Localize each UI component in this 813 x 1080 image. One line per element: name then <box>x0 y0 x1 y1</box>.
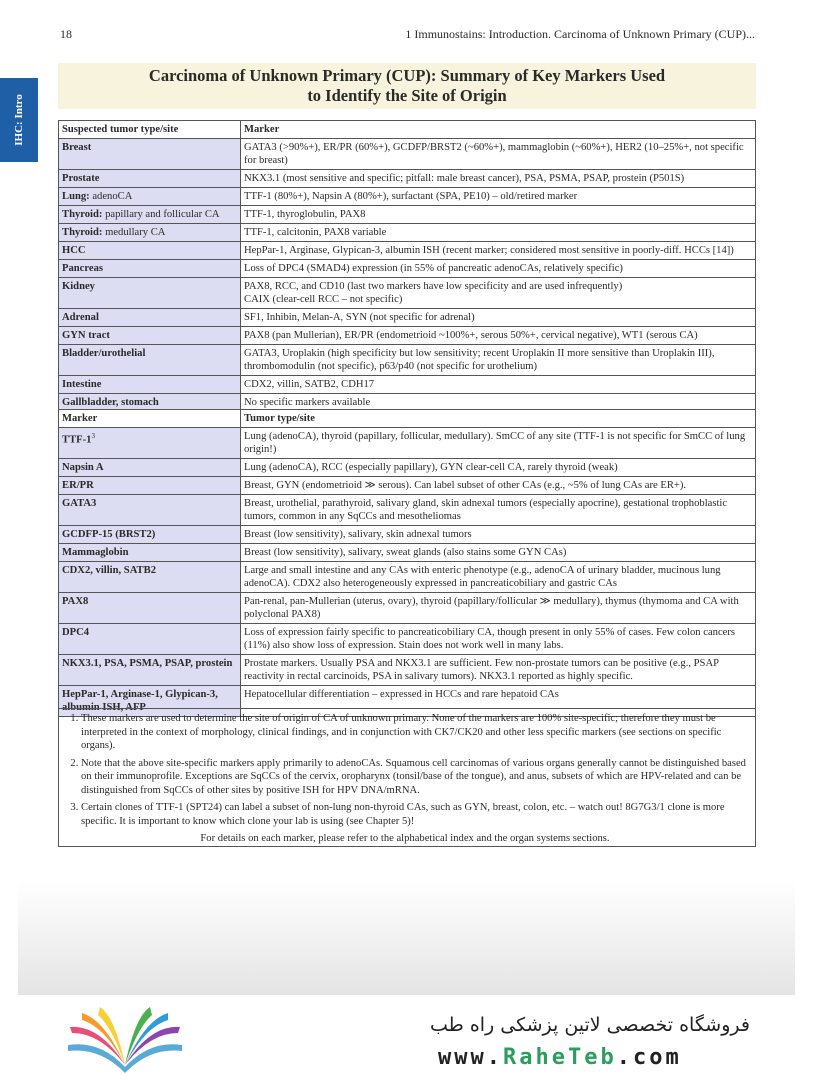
site-cell <box>59 139 241 170</box>
site-cell: Large and small intestine and any CAs with enteric phenotype (e.g., adenoCA of urinary bladder, mucinous lung adenoCA). CDX2 also heterogeneously expressed in pancreaticobiliary and gastric CAs <box>241 562 756 593</box>
site-cell: Lung (adenoCA), RCC (especially papillary), GYN clear-cell CA, rarely thyroid (weak) <box>241 459 756 477</box>
table-row <box>59 188 756 206</box>
site-cell <box>59 376 241 394</box>
marker-name: Napsin A <box>62 462 104 473</box>
site-cell <box>59 206 241 224</box>
table-row <box>59 428 756 459</box>
table-row <box>59 655 756 686</box>
bottom-fade <box>18 880 795 995</box>
marker-name: GCDFP-15 (BRST2) <box>62 529 156 540</box>
marker-cell <box>241 309 756 327</box>
table1-header-marker: Marker <box>241 121 756 139</box>
marker-name: GATA3 <box>62 498 97 509</box>
footnote-2: 2. Note that the above site-specific markers apply primarily to adenoCAs. Squamous cell carcinomas of various organs generally cannot be distinguished based on their immunoprofile. Exceptions are SqCCs of the cervix, oropharynx (tonsil/base of the tongue), and anus, subsets of which are HPV-related and can be distinguished from SqCCs of other sites by positive ISH for HPV DNA/mRNA. <box>81 757 747 798</box>
table1-header-site: Suspected tumor type/site <box>59 121 241 139</box>
footnote-ref: 3 <box>91 432 95 440</box>
marker-cell <box>59 655 241 686</box>
title-line-2: to Identify the Site of Origin <box>307 86 507 105</box>
site-cell <box>59 260 241 278</box>
table-row <box>59 459 756 477</box>
site-name: Intestine <box>62 379 102 390</box>
table-row <box>59 562 756 593</box>
page-number: 18 <box>60 27 72 41</box>
watermark-persian: فروشگاه تخصصی لاتین پزشکی راه طب <box>430 1014 750 1036</box>
table-row <box>59 376 756 394</box>
table-row <box>59 593 756 624</box>
marker-cell <box>241 260 756 278</box>
marker-text: GATA3, Uroplakin (high specificity but low sensitivity; recent Uroplakin II more sensitive than Uroplakin III), thrombomodulin (not specific), p63/p40 (not specific for urothelium) <box>244 348 715 372</box>
table-row <box>59 327 756 345</box>
marker-text: PAX8 (pan Mullerian), ER/PR (endometrioid ~100%+, serous 50%+, cervical negative), WT1 (serous CA) <box>244 330 698 341</box>
marker-text-2: CAIX (clear-cell RCC – not specific) <box>244 294 403 305</box>
marker-text: HepPar-1, Arginase, Glypican-3, albumin ISH (recent marker; considered most sensitive in poorly-diff. HCCs [14]) <box>244 245 734 256</box>
title-line-1: Carcinoma of Unknown Primary (CUP): Summary of Key Markers Used <box>148 66 666 85</box>
table-row <box>59 624 756 655</box>
watermark-url <box>438 1045 682 1070</box>
table2-header-site: Tumor type/site <box>241 410 756 428</box>
marker-cell <box>59 459 241 477</box>
footnote-footer: For details on each marker, please refer to the alphabetical index and the organ systems sections. <box>200 833 610 844</box>
marker-name: PAX8 <box>62 596 89 607</box>
marker-name: HepPar-1, Arginase-1, Glypican-3, albumin ISH, AFP <box>62 689 218 713</box>
site-detail: adenoCA <box>92 191 133 202</box>
site-cell <box>59 345 241 376</box>
site-name: Thyroid: <box>62 227 103 238</box>
marker-cell <box>241 139 756 170</box>
footnote-1: 1. These markers are used to determine the site of origin of CA of unknown primary. None of the markers are 100% site-specific; therefore they must be interpreted in the context of morphology, clinical findings, and in conjunction with CK7/CK20 and other less specific markers (see sections on specific organs). <box>81 712 747 753</box>
marker-site-table <box>58 409 756 717</box>
table-row <box>59 224 756 242</box>
site-name: Prostate <box>62 173 100 184</box>
marker-name: TTF-1 <box>62 434 92 446</box>
site-name: GYN tract <box>62 330 110 341</box>
marker-cell <box>241 206 756 224</box>
table-row <box>59 260 756 278</box>
marker-text: SF1, Inhibin, Melan-A, SYN (not specific for adrenal) <box>244 312 475 323</box>
site-cell: Breast (low sensitivity), salivary, sweat glands (also stains some GYN CAs) <box>241 544 756 562</box>
marker-text: CDX2, villin, SATB2, CDH17 <box>244 379 375 390</box>
table-row <box>59 477 756 495</box>
table-row <box>59 206 756 224</box>
site-name: HCC <box>62 245 86 256</box>
site-name: Lung: <box>62 191 90 202</box>
site-cell: Lung (adenoCA), thyroid (papillary, follicular, medullary). SmCC of any site (TTF-1 is not specific for SmCC of lung origin!) <box>241 428 756 459</box>
marker-name: CDX2, villin, SATB2 <box>62 565 156 576</box>
marker-text: PAX8, RCC, and CD10 (last two markers have low specificity and are used infrequently) <box>244 281 623 292</box>
marker-name: DPC4 <box>62 627 90 638</box>
running-head: 1 Immunostains: Introduction. Carcinoma of Unknown Primary (CUP)... <box>405 27 755 41</box>
site-detail: medullary CA <box>105 227 166 238</box>
table-row <box>59 526 756 544</box>
site-name: Thyroid: <box>62 209 103 220</box>
site-cell <box>59 327 241 345</box>
site-cell: Breast (low sensitivity), salivary, skin adnexal tumors <box>241 526 756 544</box>
marker-cell <box>241 242 756 260</box>
site-cell <box>59 224 241 242</box>
footnote-3: 3. Certain clones of TTF-1 (SPT24) can label a subset of non-lung non-thyroid CAs, such as GYN, breast, colon, etc. – watch out! 8G7G3/1 clone is more specific. It is important to know which clone your lab is using (see Chapter 5)! <box>81 801 747 828</box>
url-brand: RaheTeb <box>502 1045 617 1070</box>
marker-text: GATA3 (>90%+), ER/PR (60%+), GCDFP/BRST2 (~60%+), mammaglobin (~60%+), HER2 (10–25%+, not specific for breast) <box>244 142 744 166</box>
site-name: Gallbladder, stomach <box>62 397 159 408</box>
table-row <box>59 278 756 309</box>
footnotes-box <box>58 708 756 847</box>
site-cell: Breast, GYN (endometrioid ≫ serous). Can label subset of other CAs (e.g., ~5% of lung CAs are ER+). <box>241 477 756 495</box>
marker-text: NKX3.1 (most sensitive and specific; pitfall: male breast cancer), PSA, PSMA, PSAP, prostein (P501S) <box>244 173 685 184</box>
site-name: Adrenal <box>62 312 99 323</box>
site-name: Kidney <box>62 281 95 292</box>
site-cell <box>59 188 241 206</box>
table-row <box>59 345 756 376</box>
marker-name: ER/PR <box>62 480 94 491</box>
section-tab-label: IHC: Intro <box>13 94 25 146</box>
marker-cell <box>59 526 241 544</box>
table-row <box>59 242 756 260</box>
marker-name: NKX3.1, PSA, PSMA, PSAP, prostein <box>62 658 233 669</box>
site-name: Breast <box>62 142 92 153</box>
table-row <box>59 495 756 526</box>
table-row <box>59 544 756 562</box>
table-row <box>59 309 756 327</box>
table-row <box>59 139 756 170</box>
marker-text: TTF-1, calcitonin, PAX8 variable <box>244 227 387 238</box>
site-cell: Pan-renal, pan-Mullerian (uterus, ovary), thyroid (papillary/follicular ≫ medullary), thymus (thymoma and CA with polyclonal PAX8) <box>241 593 756 624</box>
marker-cell <box>59 562 241 593</box>
site-cell: Loss of expression fairly specific to pancreaticobiliary CA, though present in only 55% of cases. Few colon cancers (11%) also show loss of expression. Stain does not work well in many labs. <box>241 624 756 655</box>
marker-cell <box>241 188 756 206</box>
marker-cell <box>241 327 756 345</box>
site-cell <box>59 278 241 309</box>
marker-text: TTF-1, thyroglobulin, PAX8 <box>244 209 366 220</box>
site-cell: Prostate markers. Usually PSA and NKX3.1 are sufficient. Few non-prostate tumors can be positive (e.g., PSAP reactivity in rectal carcinoids, PSA in salivary tumors). NKX3.1 reported as highly specific. <box>241 655 756 686</box>
site-detail: papillary and follicular CA <box>105 209 220 220</box>
marker-cell <box>59 624 241 655</box>
marker-cell <box>59 428 241 459</box>
marker-cell <box>241 278 756 309</box>
site-cell <box>59 170 241 188</box>
url-suffix: .com <box>616 1045 682 1070</box>
section-tab <box>0 78 38 162</box>
marker-text: TTF-1 (80%+), Napsin A (80%+), surfactant (SPA, PE10) – old/retired marker <box>244 191 578 202</box>
marker-cell <box>59 495 241 526</box>
book-logo-icon <box>60 1005 190 1075</box>
marker-cell <box>241 345 756 376</box>
marker-cell <box>241 170 756 188</box>
marker-cell <box>59 477 241 495</box>
site-cell <box>59 309 241 327</box>
site-cell: Hepatocellular differentiation – expressed in HCCs and rare hepatoid CAs <box>241 686 756 717</box>
marker-text: Loss of DPC4 (SMAD4) expression (in 55% of pancreatic adenoCAs, relatively specific) <box>244 263 623 274</box>
site-name: Bladder/urothelial <box>62 348 146 359</box>
marker-cell <box>241 224 756 242</box>
marker-name: Mammaglobin <box>62 547 129 558</box>
url-prefix: www. <box>438 1045 503 1070</box>
marker-cell <box>59 593 241 624</box>
table-row <box>59 170 756 188</box>
marker-text: No specific markers available <box>244 397 371 408</box>
marker-cell <box>59 544 241 562</box>
table2-header-marker: Marker <box>59 410 241 428</box>
site-marker-table <box>58 120 756 412</box>
marker-cell <box>241 376 756 394</box>
site-name: Pancreas <box>62 263 103 274</box>
site-cell: Breast, urothelial, parathyroid, salivary gland, skin adnexal tumors (especially apocrine), gestational trophoblastic tumors, common in any SqCCs and mesotheliomas <box>241 495 756 526</box>
site-cell <box>59 242 241 260</box>
page-title <box>58 63 756 109</box>
